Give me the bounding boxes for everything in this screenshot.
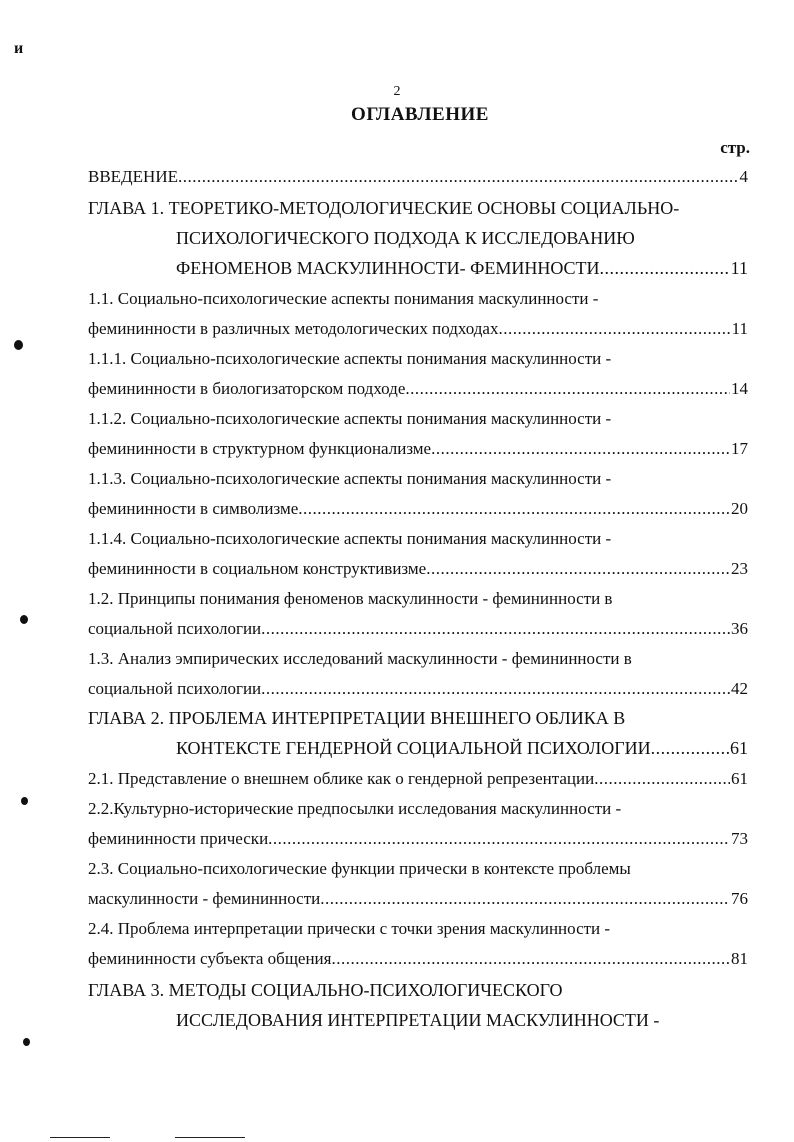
toc-entry-text: 1.3. Анализ эмпирических исследований маскулинности - фемининности в: [88, 649, 632, 668]
toc-entry-text: 2.4. Проблема интерпретации прически с точки зрения маскулинности -: [88, 919, 611, 938]
toc-entry-text: фемининности в различных методологических подходах: [88, 319, 499, 338]
page-column-label: стр.: [720, 138, 750, 157]
toc-entry-text: социальной психологии: [88, 619, 262, 638]
toc-entry-text: 2.2.Культурно-исторические предпосылки исследования маскулинности -: [88, 799, 622, 818]
toc-chapter-1-line-1[interactable]: [88, 197, 748, 219]
leader-dots: [331, 948, 730, 970]
toc-entry-text: фемининности в биологизаторском подходе: [88, 379, 406, 398]
toc-section-1-1-1-line-2[interactable]: [88, 378, 748, 400]
leader-dots: [298, 498, 730, 520]
toc-entry-page: 11: [731, 319, 748, 338]
toc-section-1-1-line-1[interactable]: [88, 288, 748, 310]
toc-entry-text: ГЛАВА 2. ПРОБЛЕМА ИНТЕРПРЕТАЦИИ ВНЕШНЕГО ОБЛИКА В: [88, 708, 626, 728]
toc-section-2-1[interactable]: [88, 768, 748, 790]
toc-section-1-1-3-line-2[interactable]: [88, 498, 748, 520]
toc-entry-text: ГЛАВА 3. МЕТОДЫ СОЦИАЛЬНО-ПСИХОЛОГИЧЕСКОГО: [88, 980, 563, 1000]
toc-entry-text: КОНТЕКСТЕ ГЕНДЕРНОЙ СОЦИАЛЬНОЙ ПСИХОЛОГИИ: [176, 738, 651, 758]
toc-entry-page: 36: [731, 619, 748, 638]
scan-corner-mark: и: [14, 40, 24, 57]
page-title: ОГЛАВЛЕНИЕ: [351, 104, 489, 125]
toc-entry-text: 2.1. Представление о внешнем облике как о гендерной репрезентации: [88, 769, 595, 788]
toc-entry-page: 73: [731, 829, 748, 848]
scan-edge-line: [175, 1137, 245, 1138]
leader-dots: [498, 318, 730, 340]
toc-entry-text: 1.1.4. Социально-психологические аспекты понимания маскулинности -: [88, 529, 612, 548]
toc-entry-page: 61: [731, 769, 748, 788]
toc-section-2-4-line-1[interactable]: [88, 918, 748, 940]
leader-dots: [268, 828, 730, 850]
toc-section-1-3-line-2[interactable]: [88, 678, 748, 700]
toc-section-1-1-line-2[interactable]: [88, 318, 748, 340]
toc-entry-text: 2.3. Социально-психологические функции прически в контексте проблемы: [88, 859, 631, 878]
toc-chapter-2-line-2[interactable]: [176, 737, 748, 759]
toc-entry-text: ВВЕДЕНИЕ: [88, 167, 178, 186]
toc-entry-page: 42: [731, 679, 748, 698]
toc-section-1-1-4-line-1[interactable]: [88, 528, 748, 550]
toc-chapter-2-line-1[interactable]: [88, 707, 748, 729]
toc-entry-text: ПСИХОЛОГИЧЕСКОГО ПОДХОДА К ИССЛЕДОВАНИЮ: [176, 228, 635, 248]
leader-dots: [594, 768, 730, 790]
toc-section-2-2-line-1[interactable]: [88, 798, 748, 820]
toc-chapter-3-line-1[interactable]: [88, 979, 748, 1001]
toc-entry-text: фемининности в структурном функционализме: [88, 439, 432, 458]
binder-hole-mark: [20, 615, 28, 624]
toc-entry-text: фемининности субъекта общения: [88, 949, 332, 968]
toc-entry-text: ИССЛЕДОВАНИЯ ИНТЕРПРЕТАЦИИ МАСКУЛИННОСТИ -: [176, 1010, 660, 1030]
toc-entry-text: фемининности в социальном конструктивизме: [88, 559, 427, 578]
toc-section-1-3-line-1[interactable]: [88, 648, 748, 670]
toc-section-2-3-line-2[interactable]: [88, 888, 748, 910]
leader-dots: [261, 678, 730, 700]
leader-dots: [426, 558, 730, 580]
toc-entry-text: ГЛАВА 1. ТЕОРЕТИКО-МЕТОДОЛОГИЧЕСКИЕ ОСНОВЫ СОЦИАЛЬНО-: [88, 198, 680, 218]
toc-chapter-1-line-2[interactable]: [176, 227, 748, 249]
binder-hole-mark: [23, 1038, 30, 1046]
toc-entry-text: маскулинности - фемининности: [88, 889, 321, 908]
leader-dots: [600, 257, 730, 279]
toc-section-1-1-1-line-1[interactable]: [88, 348, 748, 370]
toc-entry-text: 1.1.2. Социально-психологические аспекты понимания маскулинности -: [88, 409, 612, 428]
leader-dots: [178, 166, 739, 188]
toc-entry-page: 61: [730, 738, 748, 758]
toc-section-1-1-3-line-1[interactable]: [88, 468, 748, 490]
toc-section-1-2-line-2[interactable]: [88, 618, 748, 640]
toc-section-1-1-4-line-2[interactable]: [88, 558, 748, 580]
leader-dots: [261, 618, 730, 640]
toc-entry-page: 17: [731, 439, 748, 458]
toc-entry-page: 20: [731, 499, 748, 518]
toc-entry-text: социальной психологии: [88, 679, 262, 698]
toc-entry-page: 81: [731, 949, 748, 968]
binder-hole-mark: [14, 340, 23, 350]
toc-section-2-2-line-2[interactable]: [88, 828, 748, 850]
toc-entry-page: 76: [731, 889, 748, 908]
scan-edge-line: [50, 1137, 110, 1138]
page-number: 2: [393, 84, 401, 99]
toc-section-2-3-line-1[interactable]: [88, 858, 748, 880]
toc-entry-page: 4: [739, 167, 748, 186]
toc-entry-text: 1.2. Принципы понимания феноменов маскулинности - фемининности в: [88, 589, 613, 608]
toc-chapter-3-line-2[interactable]: [176, 1009, 748, 1031]
leader-dots: [431, 438, 730, 460]
leader-dots: [320, 888, 730, 910]
toc-entry-text: 1.1.3. Социально-психологические аспекты понимания маскулинности -: [88, 469, 612, 488]
toc-section-1-2-line-1[interactable]: [88, 588, 748, 610]
toc-entry-page: 14: [731, 379, 748, 398]
binder-hole-mark: [21, 797, 28, 805]
toc-entry-introduction[interactable]: [88, 166, 748, 188]
toc-entry-text: ФЕНОМЕНОВ МАСКУЛИННОСТИ- ФЕМИННОСТИ: [176, 258, 600, 278]
leader-dots: [405, 378, 730, 400]
toc-section-2-4-line-2[interactable]: [88, 948, 748, 970]
toc-entry-text: 1.1. Социально-психологические аспекты понимания маскулинности -: [88, 289, 599, 308]
toc-section-1-1-2-line-1[interactable]: [88, 408, 748, 430]
toc-entry-text: фемининности прически: [88, 829, 269, 848]
leader-dots: [651, 737, 729, 759]
toc-section-1-1-2-line-2[interactable]: [88, 438, 748, 460]
toc-entry-page: 11: [730, 258, 748, 278]
toc-chapter-1-line-3[interactable]: [176, 257, 748, 279]
toc-entry-text: фемининности в символизме: [88, 499, 299, 518]
toc-entry-text: 1.1.1. Социально-психологические аспекты понимания маскулинности -: [88, 349, 612, 368]
toc-entry-page: 23: [731, 559, 748, 578]
